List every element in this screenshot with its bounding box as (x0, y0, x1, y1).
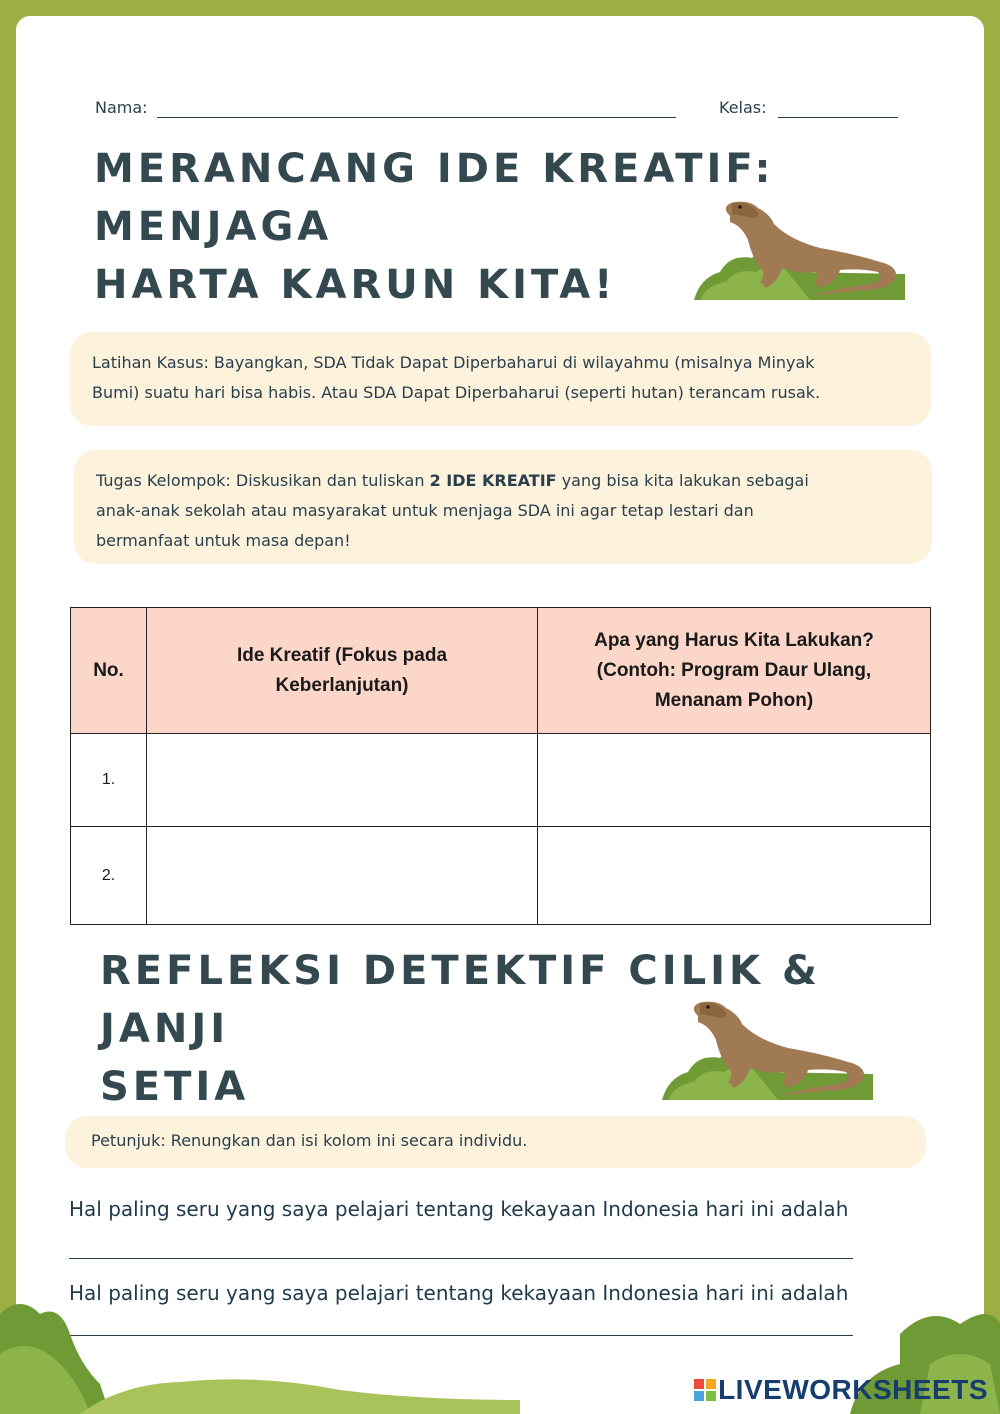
section2-title-line2: SETIA (100, 1064, 250, 1110)
name-input-line[interactable] (157, 117, 676, 118)
table-header-row (71, 608, 931, 734)
col-header-action-line3: Menanam Pohon) (654, 689, 814, 711)
ideas-table (70, 607, 931, 925)
idea-cell-1[interactable] (147, 734, 538, 827)
reflection-answer-line-1[interactable] (69, 1258, 853, 1259)
section1-title-line1: MERANCANG IDE KREATIF: MENJAGA (94, 146, 775, 250)
task-note (74, 450, 932, 564)
col-header-idea-line1: Ide Kreatif (Fokus pada (236, 644, 448, 666)
action-cell-1[interactable] (538, 734, 931, 827)
task-note-highlight: 2 IDE KREATIF (429, 471, 557, 490)
task-note-line3: bermanfaat untuk masa depan! (96, 531, 351, 550)
name-label: Nama: (95, 98, 148, 117)
komodo-dragon-icon (658, 992, 873, 1102)
instruction-note-text: Petunjuk: Renungkan dan isi kolom ini secara individu. (91, 1131, 528, 1150)
case-note-line1: Latihan Kasus: Bayangkan, SDA Tidak Dapat Diperbaharui di wilayahmu (misalnya Minyak (92, 353, 815, 372)
col-header-idea-line2: Keberlanjutan) (275, 674, 409, 696)
instruction-note (65, 1116, 926, 1168)
action-cell-2[interactable] (538, 827, 931, 925)
col-header-no: No. (71, 608, 147, 734)
task-note-line1-post: yang bisa kita lakukan sebagai (556, 471, 809, 490)
row-number: 2. (71, 827, 147, 925)
section1-title-line2: HARTA KARUN KITA! (94, 262, 617, 308)
row-number: 1. (71, 734, 147, 827)
section2-title-line1: REFLEKSI DETEKTIF CILIK & JANJI (100, 948, 821, 1052)
reflection-prompt-2: Hal paling seru yang saya pelajari tentang kekayaan Indonesia hari ini adalah (69, 1281, 849, 1305)
case-note (70, 332, 931, 426)
brand-text: LIVEWORKSHEETS (718, 1374, 988, 1405)
case-note-line2: Bumi) suatu hari bisa habis. Atau SDA Dapat Diperbaharui (seperti hutan) terancam rusak. (92, 383, 821, 402)
idea-cell-2[interactable] (147, 827, 538, 925)
liveworksheets-brand (694, 1374, 988, 1406)
class-label: Kelas: (719, 98, 767, 117)
task-note-line1-pre: Tugas Kelompok: Diskusikan dan tuliskan (96, 471, 430, 490)
col-header-action (538, 608, 931, 734)
col-header-action-line1: Apa yang Harus Kita Lakukan? (594, 629, 874, 651)
komodo-dragon-icon (690, 192, 905, 302)
col-header-idea (147, 608, 538, 734)
table-row (71, 827, 931, 925)
worksheet-page (16, 16, 984, 1414)
reflection-prompt-1: Hal paling seru yang saya pelajari tentang kekayaan Indonesia hari ini adalah (69, 1197, 849, 1221)
col-header-action-line2: (Contoh: Program Daur Ulang, (596, 659, 872, 681)
liveworksheets-logo-icon (694, 1379, 716, 1401)
task-note-line2: anak-anak sekolah atau masyarakat untuk menjaga SDA ini agar tetap lestari dan (96, 501, 754, 520)
table-row (71, 734, 931, 827)
class-input-line[interactable] (778, 117, 898, 118)
task-note-line1 (96, 466, 910, 496)
